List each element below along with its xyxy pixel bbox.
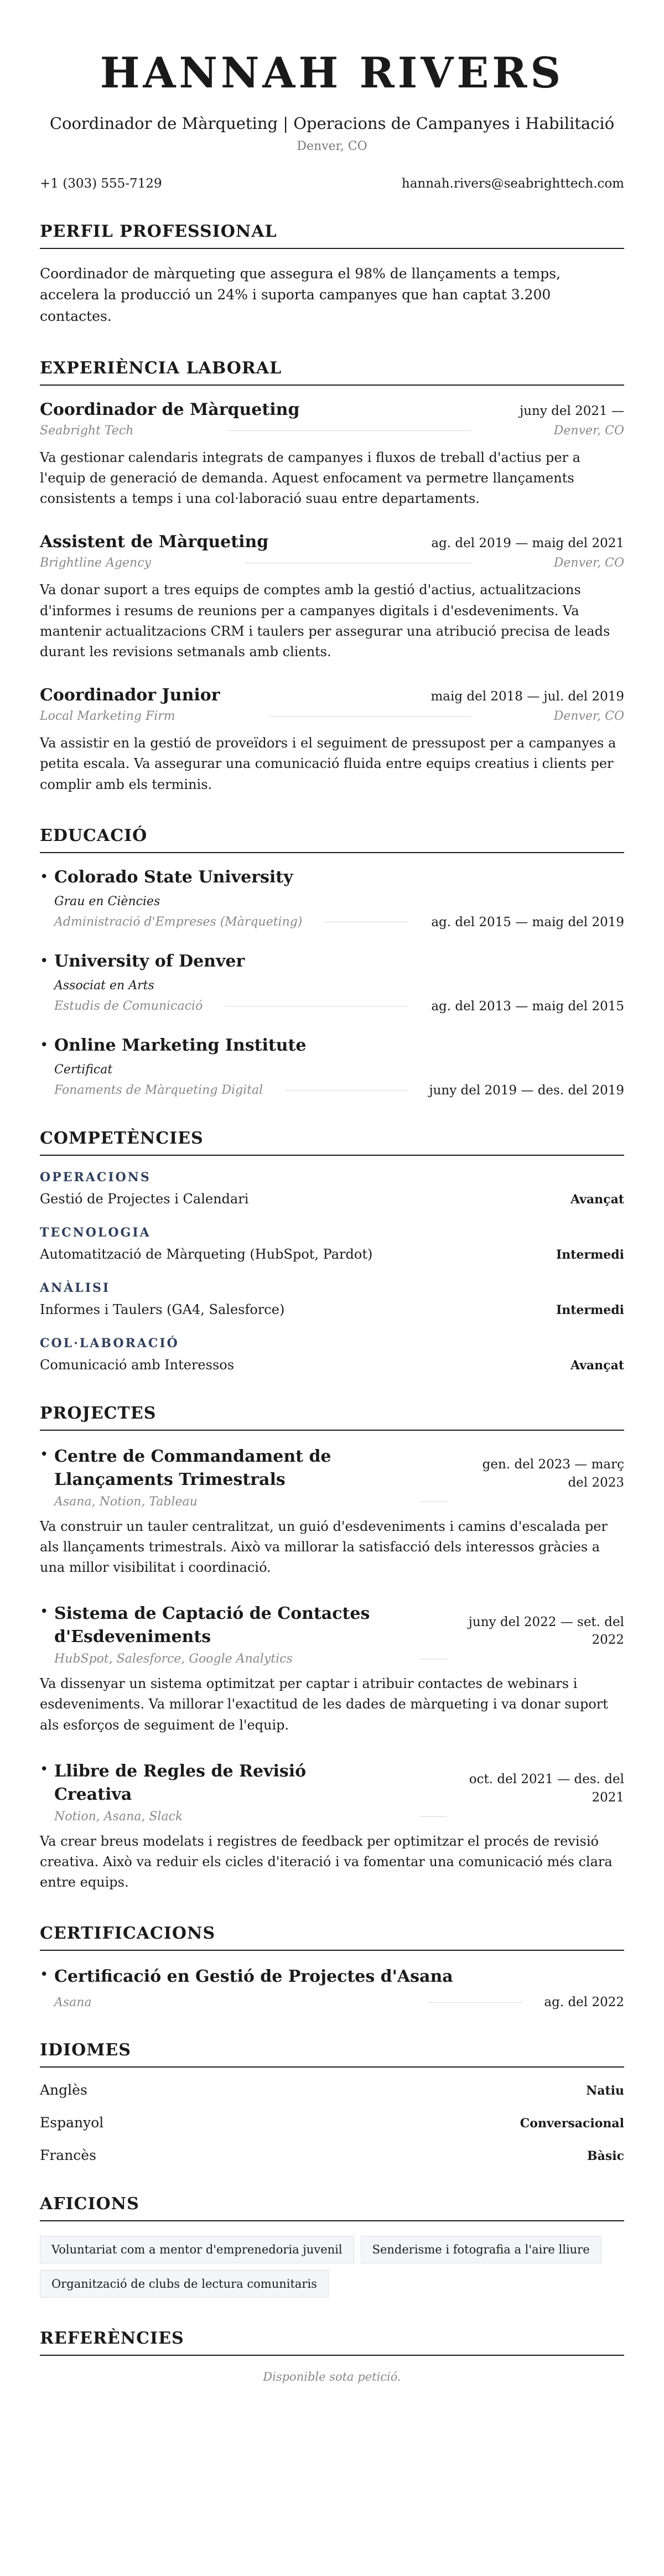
experience-section [40, 359, 624, 795]
hobby-chip: Organització de clubs de lectura comunitaris [40, 2270, 329, 2298]
education-section [40, 826, 624, 1098]
job-dates: juny del 2021 — [520, 403, 624, 418]
project-dates: gen. del 2023 — març del 2023 [482, 1457, 624, 1490]
bullet-icon: • [40, 952, 49, 969]
skill-level: Avançat [570, 1192, 624, 1207]
section-title: REFERÈNCIES [40, 2329, 624, 2356]
skill-category: ANÀLISI [40, 1280, 111, 1295]
language-name: Espanyol [40, 2115, 104, 2131]
certification-date: ag. del 2022 [544, 1995, 624, 2010]
experience-entry [40, 685, 624, 795]
skill-category: OPERACIONS [40, 1170, 151, 1185]
skill-group [40, 1336, 624, 1373]
dotted-leader [419, 1816, 447, 1817]
job-role: Coordinador Junior [40, 685, 220, 705]
study-field: Administració d'Empreses (Màrqueting) [54, 915, 303, 929]
section-title: CERTIFICACIONS [40, 1924, 624, 1951]
company-name: Local Marketing Firm [40, 709, 175, 724]
certification-title: Certificació en Gestió de Projectes d'Asana [54, 1967, 453, 1987]
project-entry [40, 1760, 624, 1893]
education-entry [40, 952, 624, 1014]
job-description: Va assistir en la gestió de proveïdors i el seguiment de pressupost per a campanyes a petita escala. Va assegurar una comunicació fluida entre equips creatius i clients per complir amb els terminis. [40, 735, 616, 792]
education-dates: ag. del 2013 — maig del 2015 [431, 999, 624, 1014]
hobbies-section [40, 2194, 624, 2298]
project-description: Va crear breus modelats i registres de feedback per optimitzar el procés de revisió creativa. Això va reduir els cicles d'iteració i va fomentar una comunicació més clara entre equips. [40, 1833, 613, 1891]
language-level: Natiu [586, 2084, 624, 2099]
study-field: Estudis de Comunicació [54, 999, 203, 1014]
experience-entry [40, 532, 624, 662]
project-dates: oct. del 2021 — des. del 2021 [469, 1772, 624, 1805]
language-row [40, 2082, 624, 2098]
job-dates: ag. del 2019 — maig del 2021 [431, 536, 624, 551]
certification-entry [40, 1965, 624, 2009]
bullet-icon: • [40, 1603, 49, 1621]
project-description: Va dissenyar un sistema optimitzat per captar i atribuir contactes de webinars i esdeveniments. Va millorar l'exactitud de les dades de màrqueting i va donar suport als esforços de seguiment de l'equip. [40, 1676, 608, 1733]
section-title: IDIOMES [40, 2040, 624, 2068]
school-name: Colorado State University [54, 867, 293, 887]
section-title: AFICIONS [40, 2194, 624, 2221]
hobby-chip: Senderisme i fotografia a l'aire lliure [361, 2236, 601, 2263]
dotted-leader [428, 2002, 522, 2003]
certifications-section [40, 1924, 624, 2009]
school-name: Online Marketing Institute [54, 1035, 307, 1055]
experience-entry [40, 400, 624, 510]
bullet-icon: • [40, 1966, 49, 1983]
language-name: Anglès [40, 2082, 87, 2099]
language-level: Conversacional [520, 2116, 624, 2131]
skill-name: Automatització de Màrqueting (HubSpot, Pardot) [40, 1246, 373, 1262]
company-name: Seabright Tech [40, 423, 134, 438]
degree-name: Associat en Arts [54, 978, 154, 993]
education-dates: ag. del 2015 — maig del 2019 [431, 915, 624, 929]
language-name: Francès [40, 2147, 96, 2164]
language-row [40, 2115, 624, 2131]
skill-name: Informes i Taulers (GA4, Salesforce) [40, 1301, 285, 1317]
project-description: Va construir un tauler centralitzat, un guió d'esdeveniments i camins d'escalada per als llançaments trimestrals. Això va millorar la satisfacció dels interessos gràcies a una millor visibilitat i coordinació. [40, 1518, 608, 1576]
language-level: Bàsic [587, 2149, 624, 2164]
phone-number: +1 (303) 555-7129 [40, 176, 162, 191]
skill-group [40, 1281, 624, 1317]
degree-name: Grau en Ciències [54, 894, 160, 908]
skill-level: Intermedi [556, 1247, 624, 1262]
skill-category: COL·LABORACIÓ [40, 1336, 179, 1351]
projects-section [40, 1404, 624, 1893]
education-entry [40, 1036, 624, 1098]
email-address: hannah.rivers@seabrighttech.com [401, 176, 624, 191]
job-location: Denver, CO [553, 423, 624, 438]
project-title: Sistema de Captació de Contactes d'Esdeveniments [54, 1604, 370, 1647]
hobby-chips [40, 2236, 624, 2298]
bullet-icon: • [40, 868, 49, 885]
project-title: Centre de Commandament de Llançaments Trimestrals [54, 1446, 331, 1489]
job-role: Assistent de Màrqueting [40, 532, 269, 552]
skill-category: TECNOLOGIA [40, 1225, 151, 1240]
education-dates: juny del 2019 — des. del 2019 [429, 1083, 624, 1098]
dotted-leader [227, 430, 470, 431]
degree-name: Certificat [54, 1062, 113, 1077]
section-title: EDUCACIÓ [40, 826, 624, 853]
candidate-title: Coordinador de Màrqueting | Operacions de Campanyes i Habilitació [49, 113, 615, 133]
project-entry [40, 1602, 624, 1736]
skill-level: Avançat [570, 1358, 624, 1373]
project-tools: HubSpot, Salesforce, Google Analytics [54, 1652, 293, 1666]
profile-summary: Coordinador de màrqueting que assegura el 98% de llançaments a temps, accelera la producció un 24% i suporta campanyes que han captat 3.200 contactes. [40, 265, 561, 325]
job-location: Denver, CO [553, 556, 624, 570]
job-dates: maig del 2018 — jul. del 2019 [430, 689, 624, 704]
candidate-location: Denver, CO [297, 139, 367, 153]
section-title: PERFIL PROFESSIONAL [40, 222, 624, 249]
skill-group [40, 1225, 624, 1262]
language-row [40, 2147, 624, 2163]
project-tools: Asana, Notion, Tableau [54, 1494, 198, 1509]
skill-name: Gestió de Projectes i Calendari [40, 1191, 249, 1207]
bullet-icon: • [40, 1446, 49, 1463]
bullet-icon: • [40, 1036, 49, 1053]
education-entry [40, 868, 624, 929]
hobby-chip: Voluntariat com a mentor d'emprenedoria juvenil [40, 2236, 354, 2263]
profile-section [40, 222, 624, 328]
job-role: Coordinador de Màrqueting [40, 399, 300, 419]
skill-name: Comunicació amb Interessos [40, 1357, 235, 1373]
skills-section [40, 1129, 624, 1373]
company-name: Brightline Agency [40, 556, 151, 570]
job-description: Va gestionar calendaris integrats de campanyes i fluxos de treball d'actius per a l'equip de generació de demanda. Aquest enfocament va permetre llançaments consistents a temps i una col·laboració suau entre departaments. [40, 449, 580, 507]
skill-group [40, 1170, 624, 1207]
references-note: Disponible sota petició. [263, 2370, 401, 2384]
project-title: Llibre de Regles de Revisió Creativa [54, 1761, 307, 1804]
project-entry [40, 1445, 624, 1578]
languages-section [40, 2040, 624, 2163]
section-title: EXPERIÈNCIA LABORAL [40, 359, 624, 386]
certification-issuer: Asana [54, 1995, 92, 2009]
study-field: Fonaments de Màrqueting Digital [54, 1083, 263, 1098]
references-section [40, 2329, 624, 2383]
section-title: COMPETÈNCIES [40, 1129, 624, 1156]
bullet-icon: • [40, 1760, 49, 1778]
contact-row [40, 176, 624, 191]
section-title: PROJECTES [40, 1404, 624, 1431]
skill-level: Intermedi [556, 1302, 624, 1317]
candidate-name: HANNAH RIVERS [100, 48, 564, 97]
resume-header [40, 50, 624, 191]
project-tools: Notion, Asana, Slack [54, 1809, 183, 1824]
project-dates: juny del 2022 — set. del 2022 [468, 1614, 624, 1648]
job-location: Denver, CO [553, 709, 624, 724]
school-name: University of Denver [54, 951, 245, 971]
job-description: Va donar suport a tres equips de comptes amb la gestió d'actius, actualitzacions d'informes i resums de reunions per a campanyes digitals i d'esdeveniments. Va mantenir actualitzacions CRM i taulers per assegurar una atribució precisa de leads durant les revisions setmanals amb clients. [40, 582, 610, 659]
